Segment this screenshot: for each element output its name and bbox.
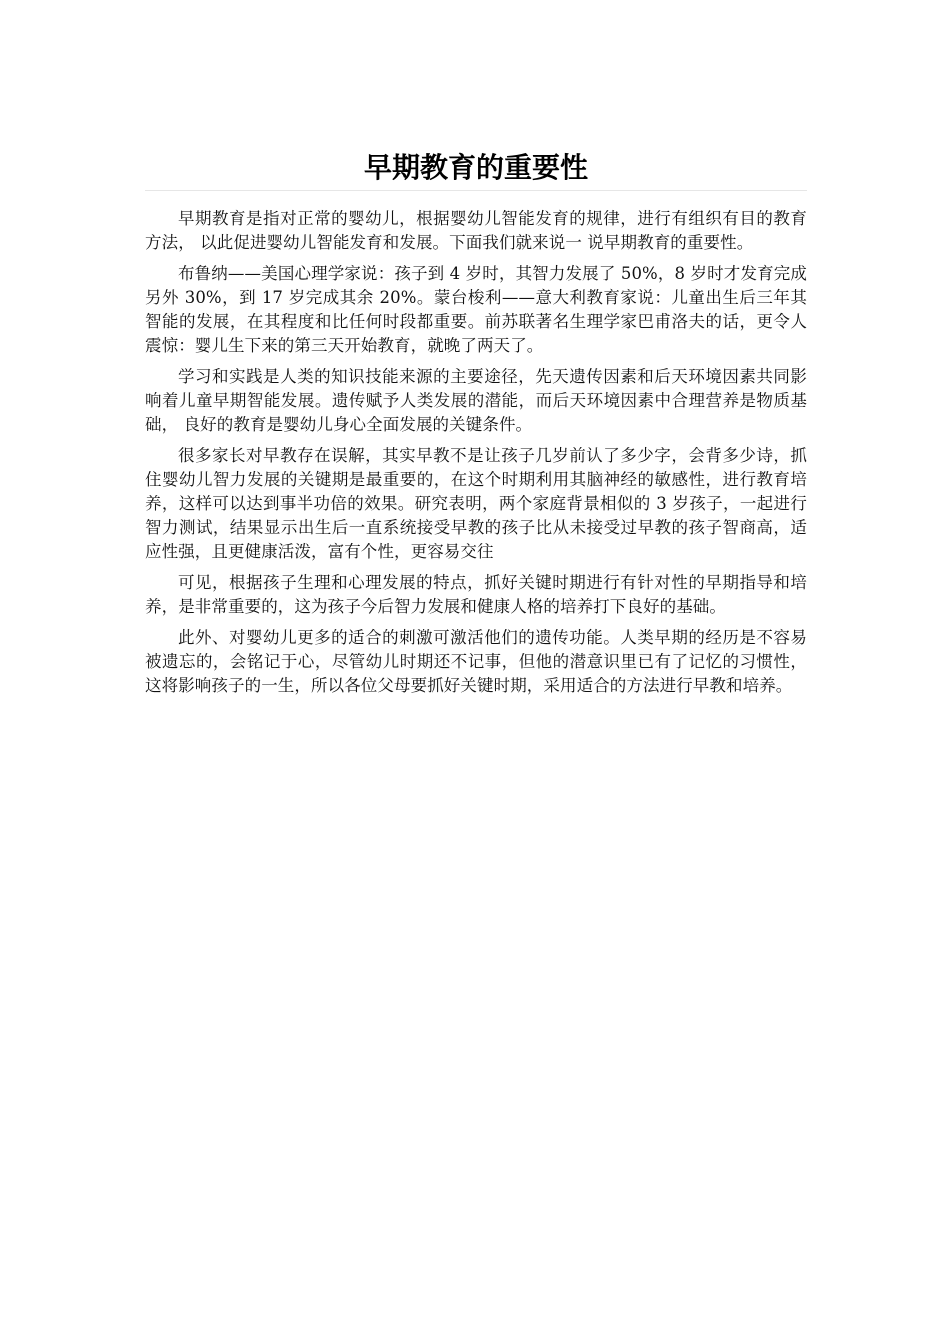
paragraph-intro: 早期教育是指对正常的婴幼儿，根据婴幼儿智能发育的规律，进行有组织有目的教育方法， 以此促进婴幼儿智能发育和发展。下面我们就来说一 说早期教育的重要性。 [145, 209, 807, 252]
paragraph-experts: 布鲁纳——美国心理学家说：孩子到 4 岁时，其智力发展了 50%，8 岁时才发育完成另外 30%，到 17 岁完成其余 20%。蒙台梭利——意大利教育家说：儿童出生后三年其智能的发展，在其程度和比任何时段都重要。前苏联著名生理学家巴甫洛夫的话，更令人震惊：婴儿生下来的第三天开始教育，就晚了两天了。 [145, 264, 807, 355]
paragraph-stimulation: 此外、对婴幼儿更多的适合的刺激可激活他们的遗传功能。人类早期的经历是不容易被遗忘的，会铭记于心，尽管幼儿时期还不记事，但他的潜意识里已有了记忆的习惯性，这将影响孩子的一生，所以各位父母要抓好关键时期，采用适合的方法进行早教和培养。 [145, 628, 807, 695]
document-page [145, 148, 807, 705]
paragraph-misconceptions: 很多家长对早教存在误解，其实早教不是让孩子几岁前认了多少字，会背多少诗，抓住婴幼儿智力发展的关键期是最重要的，在这个时期利用其脑神经的敏感性，进行教育培养，这样可以达到事半功倍的效果。研究表明，两个家庭背景相似的 3 岁孩子，一起进行智力测试，结果显示出生后一直系统接受早教的孩子比从未接受过早教的孩子智商高，适应性强，且更健康活泼，富有个性，更容易交往 [145, 446, 807, 561]
paragraph-conclusion: 可见，根据孩子生理和心理发展的特点，抓好关键时期进行有针对性的早期指导和培养，是非常重要的，这为孩子今后智力发展和健康人格的培养打下良好的基础。 [145, 573, 807, 616]
document-title: 早期教育的重要性 [363, 151, 588, 184]
title-divider [145, 190, 807, 191]
paragraph-learning: 学习和实践是人类的知识技能来源的主要途径，先天遗传因素和后天环境因素共同影响着儿童早期智能发展。遗传赋予人类发展的潜能，而后天环境因素中合理营养是物质基础， 良好的教育是婴幼儿身心全面发展的关键条件。 [145, 367, 807, 434]
